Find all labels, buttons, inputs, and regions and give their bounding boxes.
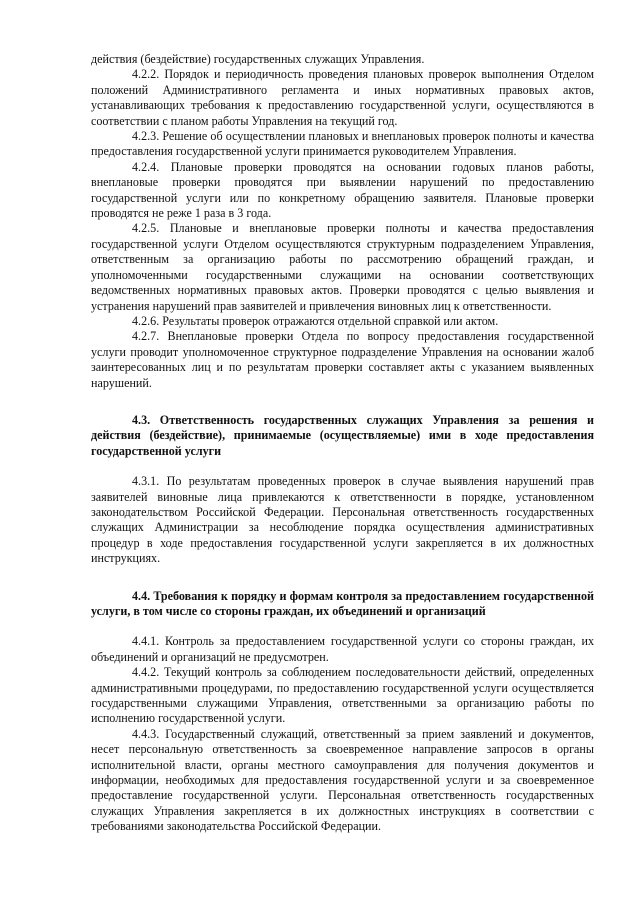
paragraph: 4.4.1. Контроль за предоставлением государственной услуги со стороны граждан, их объединений и организаций не предусмотрен. <box>91 634 594 664</box>
spacer <box>91 391 594 413</box>
paragraph: 4.2.2. Порядок и периодичность проведения плановых проверок выполнения Отделом положений Административного регламента и иных нормативных правовых актов, устанавливающих требования к предоставлению государственной услуги, осуществляются в соответствии с планом работы Управления на текущий год. <box>91 67 594 128</box>
spacer <box>91 459 594 474</box>
paragraph: 4.4.2. Текущий контроль за соблюдением последовательности действий, определенных административными процедурами, по предоставлению государственной услуги осуществляется государственными служащими Управления, ответственными за организацию работы по исполнению государственной услуги. <box>91 665 594 726</box>
spacer <box>91 619 594 634</box>
paragraph: 4.2.6. Результаты проверок отражаются отдельной справкой или актом. <box>132 313 499 328</box>
spacer <box>91 567 594 589</box>
paragraph: 4.2.7. Внеплановые проверки Отдела по вопросу предоставления государственной услуги проводит уполномоченное структурное подразделение Управления на основании жалоб заинтересованных лиц и по результатам проверки составляет акты с указанием выявленных нарушений. <box>91 329 594 390</box>
paragraph: действия (бездействие) государственных служащих Управления. <box>91 52 425 66</box>
paragraph: 4.3.1. По результатам проведенных проверок в случае выявления нарушений прав заявителей виновные лица привлекаются к ответственности в порядке, установленном законодательством Российской Федерации. Персональная ответственность государственных служащих Администрации за несоблюдение порядка осуществления административных процедур в ходе предоставления государственной услуги закрепляется в их должностных инструкциях. <box>91 474 594 566</box>
section-heading: 4.4. Требования к порядку и формам контроля за предоставлением государственной услуги, в том числе со стороны граждан, их объединений и организаций <box>91 588 594 618</box>
paragraph: 4.2.3. Решение об осуществлении плановых и внеплановых проверок полноты и качества предоставления государственной услуги принимается руководителем Управления. <box>91 129 594 159</box>
paragraph: 4.2.4. Плановые проверки проводятся на основании годовых планов работы, внеплановые проверки проводятся при выявлении нарушений по предоставлению государственной услуги или по конкретному обращению заявителя. Плановые проверки проводятся не реже 1 раза в 3 года. <box>91 159 594 221</box>
paragraph: 4.2.5. Плановые и внеплановые проверки полноты и качества предоставления государственной услуги Отделом осуществляются структурным подразделением Управления, ответственным за организацию работы по рассмотрению обращений граждан, и уполномоченными государственными служащими на основании соответствующих ведомственных нормативных правовых актов. Проверки проводятся с целью выявления и устранения нарушений прав заявителей и привлечения виновных лиц к ответственности. <box>91 221 594 313</box>
paragraph: 4.4.3. Государственный служащий, ответственный за прием заявлений и документов, несет персональную ответственность за своевременное направление запросов в органы исполнительной власти, органы местного самоуправления для получения документов и информации, необходимых для предоставления государственной услуги и за своевременное предоставление государственной услуги. Персональная ответственность государственных служащих Управления закрепляется в их должностных инструкциях в соответствии с требованиями законодательства Российской Федерации. <box>91 726 594 834</box>
section-heading: 4.3. Ответственность государственных служащих Управления за решения и действия (бездействие), принимаемые (осуществляемые) ими в ходе предоставления государственной услуги <box>91 412 594 458</box>
